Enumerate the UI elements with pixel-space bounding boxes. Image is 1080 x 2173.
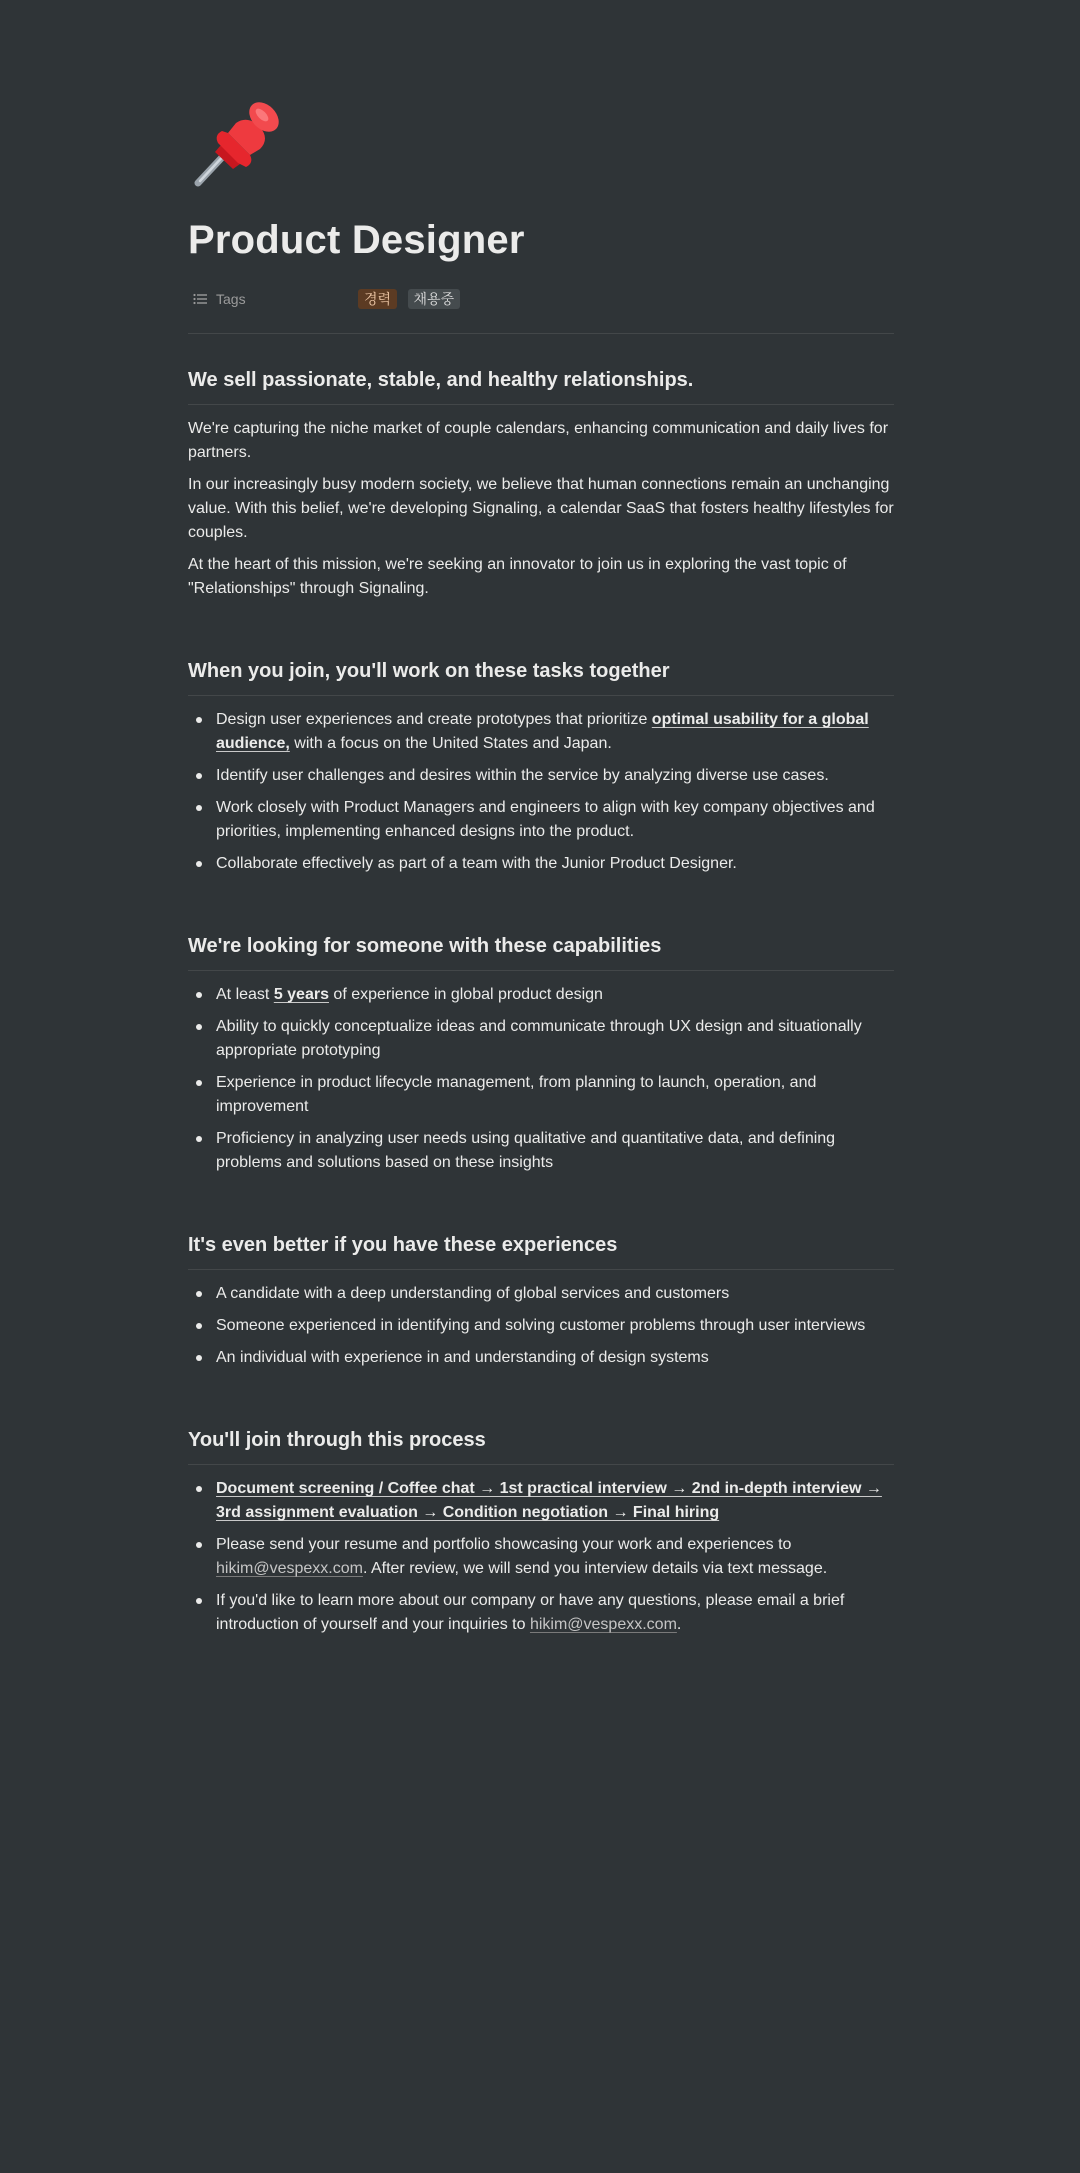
email-link[interactable]: hikim@vespexx.com [529, 1616, 677, 1633]
list-item: Ability to quickly conceptualize ideas and communicate through UX design and situationally appropriate prototyping [188, 1015, 894, 1063]
section-tasks [188, 657, 894, 876]
section-heading: You'll join through this process [188, 1429, 486, 1451]
list-icon [192, 291, 208, 307]
section-capabilities [188, 932, 894, 1175]
property-tags[interactable] [188, 291, 358, 307]
text: At least [216, 986, 274, 1003]
properties-row [188, 282, 894, 316]
divider [188, 1269, 894, 1270]
list-item [188, 1477, 894, 1525]
bullet-list [188, 983, 894, 1175]
bullet-list [188, 1282, 894, 1370]
divider [188, 1464, 894, 1465]
paragraph: In our increasingly busy modern society, we believe that human connections remain an unchanging value. With this belief, we're developing Signaling, a calendar SaaS that fosters healthy lifestyles for couples. [188, 476, 894, 541]
list-item: Someone experienced in identifying and solving customer problems through user interviews [188, 1314, 894, 1338]
section-heading: When you join, you'll work on these tasks together [188, 660, 670, 682]
list-item: Identify user challenges and desires within the service by analyzing diverse use cases. [188, 764, 894, 788]
list-item [188, 1533, 894, 1581]
list-item [188, 708, 894, 756]
divider [188, 970, 894, 971]
tag-badge: 경력 [358, 289, 397, 309]
paragraph: At the heart of this mission, we're seeking an innovator to join us in exploring the vast topic of "Relationships" through Signaling. [188, 556, 847, 597]
text: If you'd like to learn more about our company or have any questions, please email a brief introduction of yourself and your inquiries to [216, 1592, 845, 1633]
section-heading: It's even better if you have these experiences [188, 1234, 618, 1256]
paragraph: We're capturing the niche market of couple calendars, enhancing communication and daily lives for partners. [188, 420, 889, 461]
bullet-list [188, 708, 894, 876]
tag-list[interactable] [358, 289, 466, 309]
text: of experience in global product design [328, 986, 603, 1003]
divider [188, 695, 894, 696]
highlight-text: 5 years [273, 986, 329, 1003]
page-icon-wrap[interactable] [188, 93, 894, 193]
list-item: Experience in product lifecycle management, from planning to launch, operation, and improvement [188, 1071, 894, 1119]
list-item: An individual with experience in and understanding of design systems [188, 1346, 894, 1370]
bullet-list [188, 1477, 894, 1637]
property-label: Tags [216, 291, 246, 307]
list-item: Proficiency in analyzing user needs using qualitative and quantitative data, and defining problems and solutions based on these insights [188, 1127, 894, 1175]
page [188, 0, 894, 1637]
text: Design user experiences and create prototypes that prioritize [216, 711, 652, 728]
pushpin-icon [188, 93, 288, 193]
list-item [188, 983, 894, 1007]
highlight-text: Document screening / Coffee chat → 1st practical interview → 2nd in-depth interview → 3rd assignment evaluation → Condition negotiation → Final hiring [216, 1480, 882, 1521]
email-link[interactable]: hikim@vespexx.com [216, 1560, 363, 1577]
text: with a focus on the United States and Japan. [289, 735, 612, 752]
list-item: Work closely with Product Managers and engineers to align with key company objectives and priorities, implementing enhanced designs into the product. [188, 796, 894, 844]
list-item [188, 1589, 894, 1637]
page-title: Product Designer [188, 218, 525, 262]
list-item: A candidate with a deep understanding of global services and customers [188, 1282, 894, 1306]
section-preferred [188, 1231, 894, 1370]
divider [188, 333, 894, 334]
divider [188, 404, 894, 405]
section-process [188, 1426, 894, 1637]
tag-badge: 채용중 [408, 289, 461, 309]
highlight-text: optimal usability for a global audience, [216, 711, 869, 752]
section-heading: We're looking for someone with these capabilities [188, 935, 662, 957]
section-heading: We sell passionate, stable, and healthy relationships. [188, 369, 694, 391]
list-item: Collaborate effectively as part of a team with the Junior Product Designer. [188, 852, 894, 876]
section-company [188, 366, 894, 601]
text: . After review, we will send you interview details via text message. [362, 1560, 828, 1577]
text: Please send your resume and portfolio showcasing your work and experiences to [216, 1536, 792, 1553]
text: . [676, 1616, 682, 1633]
